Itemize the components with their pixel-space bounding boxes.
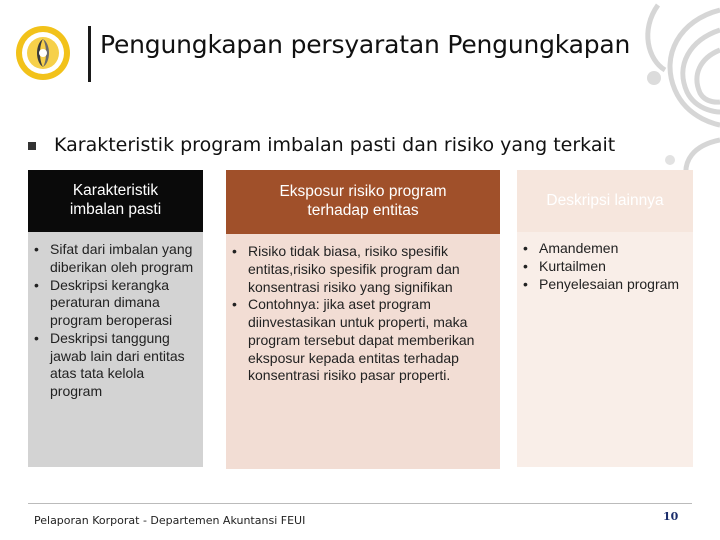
list-item: • Sifat dari imbalan yang diberikan oleh program <box>28 241 197 277</box>
list-item: • Penyelesaian program <box>517 276 687 294</box>
list-item: • Deskripsi kerangka peraturan dimana program beroperasi <box>28 277 197 330</box>
list-item: • Amandemen <box>517 240 687 258</box>
list-item: • Contohnya: jika aset program diinvestasikan untuk properti, maka program tersebut dapat memberikan eksposur kepada entitas terhadap konsentrasi risiko pasar properti. <box>226 296 492 385</box>
section-subtitle: Karakteristik program imbalan pasti dan risiko yang terkait <box>54 134 616 156</box>
page-number: 10 <box>663 510 679 523</box>
column-body-characteristics <box>28 232 203 467</box>
list-item: • Kurtailmen <box>517 258 687 276</box>
column-characteristics <box>28 170 203 467</box>
column-header-characteristics: Karakteristik imbalan pasti <box>28 170 203 232</box>
university-logo-icon <box>14 24 72 82</box>
column-other-description <box>517 170 693 467</box>
list-item: • Deskripsi tanggung jawab lain dari entitas atas tata kelola program <box>28 330 197 401</box>
subtitle-bullet <box>28 142 36 150</box>
column-header-other-description: Deskripsi lainnya <box>517 170 693 232</box>
column-header-risk-exposure: Eksposur risiko program terhadap entitas <box>226 170 500 234</box>
footer-divider <box>28 503 692 504</box>
footer-text: Pelaporan Korporat - Departemen Akuntansi FEUI <box>34 514 306 527</box>
list-item: • Risiko tidak biasa, risiko spesifik entitas,risiko spesifik program dan konsentrasi risiko yang signifikan <box>226 243 492 296</box>
page-title: Pengungkapan persyaratan Pengungkapan <box>100 30 631 59</box>
column-risk-exposure <box>226 170 500 469</box>
column-body-risk-exposure <box>226 234 500 469</box>
column-body-other-description <box>517 232 693 467</box>
title-divider <box>88 26 91 82</box>
makara-ornament-icon <box>570 0 720 190</box>
